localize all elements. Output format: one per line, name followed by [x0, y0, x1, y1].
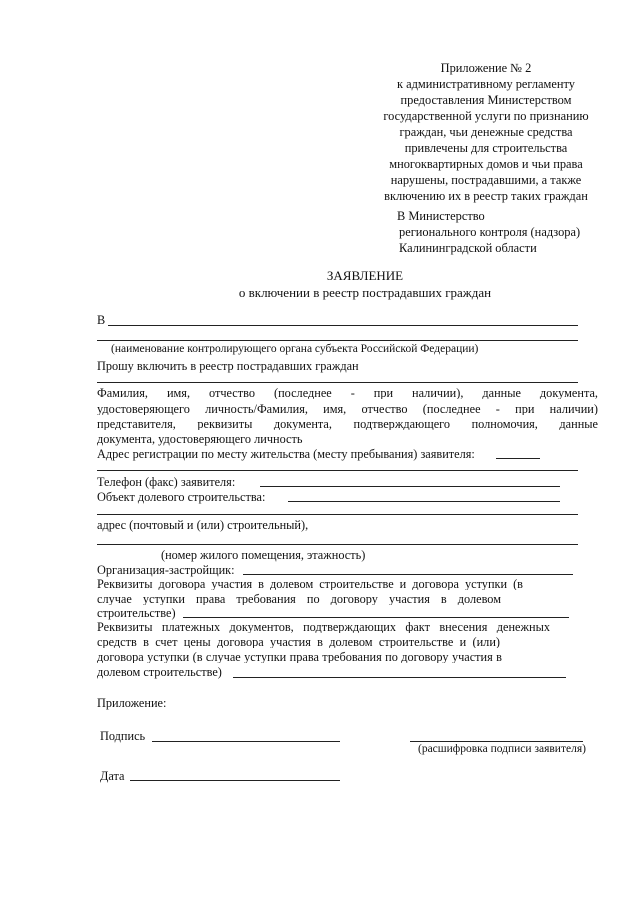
appendix-line: к административному регламенту — [397, 77, 575, 91]
contract-line: случае уступки права требования по договору участия в долевом — [97, 593, 501, 606]
signature-field-line[interactable] — [152, 741, 340, 742]
appendix-line: граждан, чьи денежные средства — [399, 125, 573, 139]
to-prefix: В — [97, 313, 106, 327]
developer-label: Организация-застройщик: — [97, 563, 235, 577]
signature-name-field-line[interactable] — [410, 741, 583, 742]
contract-line: Реквизиты договора участия в долевом строительстве и договора уступки (в — [97, 578, 523, 591]
phone-label: Телефон (факс) заявителя: — [97, 475, 236, 489]
person-caption-line: Фамилия, имя, отчество (последнее - при наличии), данные документа, — [97, 387, 598, 400]
payment-line: средств в счет цены договора участия в долевом строительстве и (или) — [97, 636, 500, 649]
person-caption-line: представителя, реквизиты документа, подтверждающего полномочия, данные — [97, 418, 598, 431]
contract-field-line[interactable] — [183, 617, 569, 618]
person-caption-line: документа, удостоверяющего личность — [97, 432, 303, 446]
signature-caption: (расшифровка подписи заявителя) — [418, 743, 586, 755]
signature-label: Подпись — [100, 729, 146, 743]
registration-label: Адрес регистрации по месту жительства (месту пребывания) заявителя: — [97, 447, 475, 461]
date-field-line[interactable] — [130, 780, 340, 781]
address-label: адрес (почтовый и (или) строительный), — [97, 518, 309, 532]
date-label: Дата — [100, 769, 125, 783]
registration-field-line[interactable] — [496, 458, 540, 459]
registration-field-line-2[interactable] — [97, 470, 578, 471]
appendix-line: государственной услуги по признанию — [383, 109, 589, 123]
object-field-line-2[interactable] — [97, 514, 578, 515]
appendix-header — [372, 60, 600, 204]
contract-line: строительстве) — [97, 606, 176, 620]
authority-caption: (наименование контролирующего органа субъекта Российской Федерации) — [111, 343, 479, 355]
appendix-line: нарушены, пострадавшими, а также — [390, 173, 582, 187]
payment-line: долевом строительстве) — [97, 665, 222, 679]
payment-line: договора уступки (в случае уступки права требования по договору участия в — [97, 651, 502, 664]
addressee-line: регионального контроля (надзора) — [399, 225, 581, 239]
appendix-line: включению их в реестр таких граждан — [384, 189, 588, 203]
request-text: Прошу включить в реестр пострадавших граждан — [97, 359, 359, 373]
attachment-label: Приложение: — [97, 696, 167, 710]
appendix-line: привлечены для строительства — [404, 141, 568, 155]
appendix-line: предоставления Министерством — [400, 93, 572, 107]
payment-line: Реквизиты платежных документов, подтверждающих факт внесения денежных — [97, 621, 550, 634]
document-title: ЗАЯВЛЕНИЕ — [326, 268, 404, 283]
developer-field-line[interactable] — [243, 574, 573, 575]
authority-field-line-2[interactable] — [97, 340, 578, 341]
address-field-line[interactable] — [97, 544, 578, 545]
addressee-line: Калининградской области — [399, 241, 537, 255]
object-field-line[interactable] — [288, 501, 560, 502]
phone-field-line[interactable] — [260, 486, 560, 487]
person-caption-line: удостоверяющего личность/Фамилия, имя, отчество (последнее - при наличии) — [97, 403, 598, 416]
room-caption: (номер жилого помещения, этажность) — [161, 548, 366, 562]
object-label: Объект долевого строительства: — [97, 490, 266, 504]
addressee-block — [397, 208, 580, 256]
document-subtitle: о включении в реестр пострадавших граждан — [238, 285, 492, 300]
authority-field-line[interactable] — [108, 325, 578, 326]
payment-field-line[interactable] — [233, 677, 566, 678]
applicant-field-line[interactable] — [97, 382, 578, 383]
appendix-line: Приложение № 2 — [440, 61, 532, 75]
addressee-line: В Министерство — [397, 209, 485, 223]
appendix-line: многоквартирных домов и чьи права — [389, 157, 583, 171]
